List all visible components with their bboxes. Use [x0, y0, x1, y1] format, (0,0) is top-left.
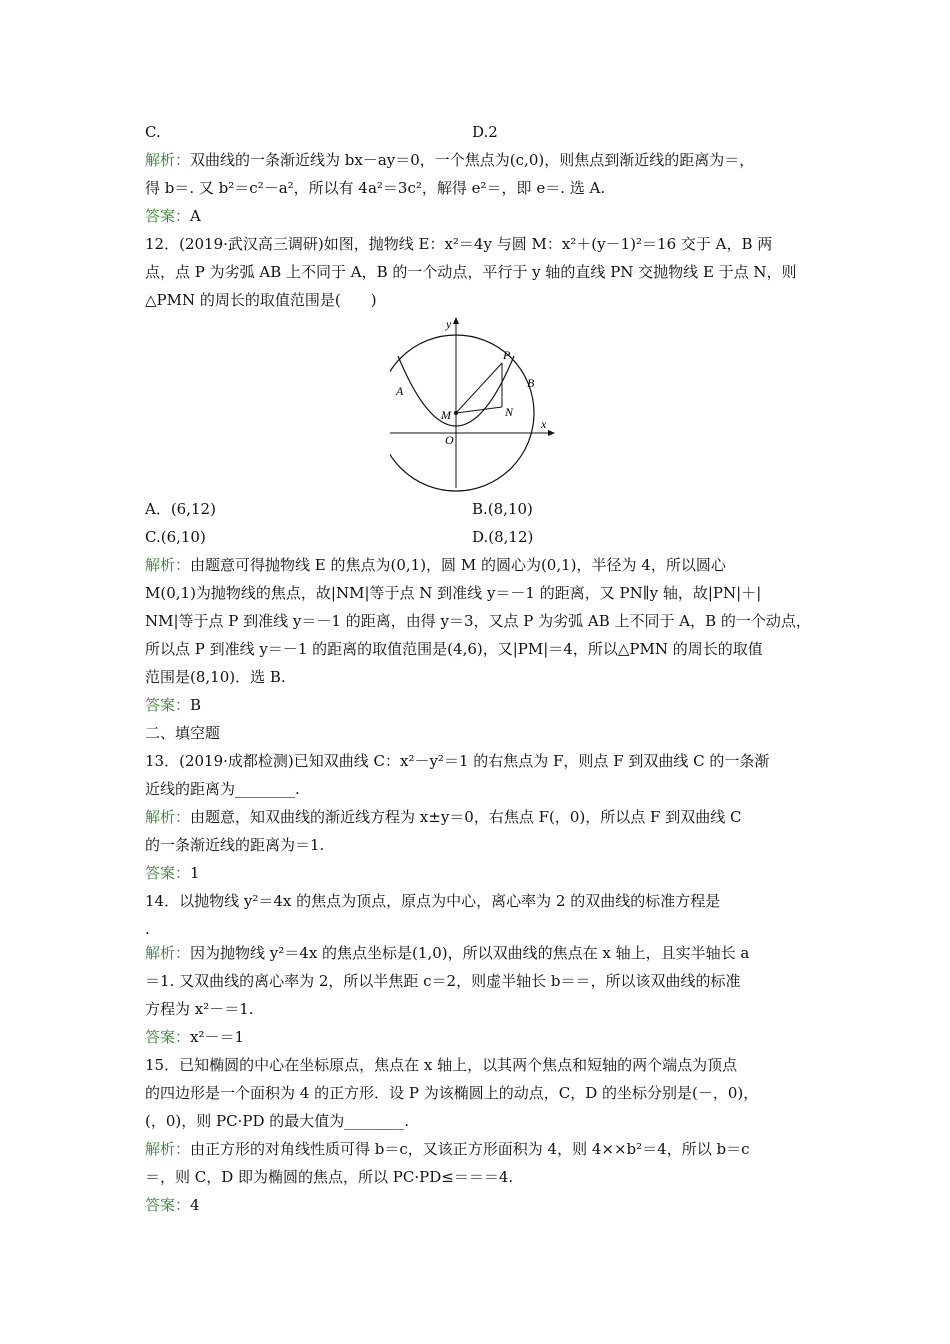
q14-analysis-line: 方程为 x²－＝1.: [145, 1000, 254, 1018]
answer-label: 答案：: [145, 696, 191, 714]
q12-analysis-line: 范围是(8,10)．选 B.: [145, 668, 286, 686]
figure-label-b: B: [527, 376, 535, 390]
analysis-label: 解析：: [145, 1140, 191, 1158]
answer-label: 答案：: [145, 1028, 191, 1046]
q13-question-line: 近线的距离为________.: [145, 780, 300, 798]
answer-value: x²－＝1: [190, 1028, 245, 1046]
q12-analysis-line: 所以点 P 到准线 y＝－1 的距离的取值范围是(4,6)，又|PM|＝4，所以△PMN 的周长的取值: [145, 640, 763, 658]
q13-answer: [145, 863, 200, 883]
q14-question-line: .: [145, 920, 150, 938]
q12-answer: [145, 695, 201, 715]
analysis-text: 由正方形的对角线性质可得 b＝c，又该正方形面积为 4，则 4××b²＝4，所以 b＝c: [190, 1140, 750, 1158]
q15-analysis-line: ＝，则 C，D 即为椭圆的焦点，所以 PC·PD≤＝＝＝4.: [145, 1168, 514, 1186]
q12-analysis-line: [145, 555, 726, 575]
q11-analysis-line: [145, 150, 754, 170]
answer-label: 答案：: [145, 1196, 191, 1214]
section-heading: 二、填空题: [145, 724, 221, 742]
q13-analysis-line: [145, 807, 741, 827]
q11-analysis-line: 得 b＝. 又 b²＝c²－a²，所以有 4a²＝3c²，解得 e²＝，即 e＝. 选 A.: [145, 179, 606, 197]
q12-question-line: 12．(2019·武汉高三调研)如图，抛物线 E：x²＝4y 与圆 M：x²＋(y－1)²＝16 交于 A，B 两: [145, 235, 773, 253]
q13-analysis-line: 的一条渐近线的距离为＝1.: [145, 836, 325, 854]
analysis-label: 解析：: [145, 151, 191, 169]
answer-value: B: [190, 696, 202, 714]
figure-label-x: x: [541, 417, 547, 431]
analysis-label: 解析：: [145, 556, 191, 574]
q13-question-line: 13．(2019·成都检测)已知双曲线 C：x²－y²＝1 的右焦点为 F，则点 F 到双曲线 C 的一条渐: [145, 752, 770, 770]
figure-label-y: y: [446, 317, 452, 331]
q12-option-d: D.(8,12): [472, 528, 534, 546]
q12-analysis-line: M(0,1)为抛物线的焦点，故|NM|等于点 N 到准线 y＝－1 的距离，又 PN∥y 轴，故|PN|＋|: [145, 584, 762, 602]
q14-answer: [145, 1027, 244, 1047]
q14-analysis-line: [145, 943, 749, 963]
q12-option-c: C.(6,10): [145, 528, 206, 546]
q12-analysis-line: NM|等于点 P 到准线 y＝－1 的距离，由得 y＝3，又点 P 为劣弧 AB 上不同于 A，B 的一个动点，: [145, 612, 811, 630]
answer-value: 1: [190, 864, 200, 882]
figure-label-a: A: [396, 384, 404, 398]
analysis-label: 解析：: [145, 808, 191, 826]
q14-question-line: 14．以抛物线 y²＝4x 的焦点为顶点，原点为中心，离心率为 2 的双曲线的标准方程是: [145, 892, 721, 910]
figure-label-p: P: [503, 348, 511, 362]
q15-answer: [145, 1195, 200, 1215]
q12-question-line: 点，点 P 为劣弧 AB 上不同于 A，B 的一个动点，平行于 y 轴的直线 PN 交抛物线 E 于点 N，则: [145, 263, 797, 281]
q11-answer: [145, 206, 201, 226]
analysis-label: 解析：: [145, 944, 191, 962]
answer-label: 答案：: [145, 864, 191, 882]
analysis-text: 由题意，知双曲线的渐近线方程为 x±y＝0，右焦点 F(，0)，所以点 F 到双曲线 C: [190, 808, 742, 826]
q11-option-c: C.: [145, 123, 161, 141]
q15-question-line: 的四边形是一个面积为 4 的正方形．设 P 为该椭圆上的动点，C，D 的坐标分别是(－，0)，: [145, 1084, 759, 1102]
analysis-text: 由题意可得抛物线 E 的焦点为(0,1)，圆 M 的圆心为(0,1)，半径为 4，所以圆心: [190, 556, 726, 574]
parabola-circle-figure: [390, 312, 560, 492]
q15-question-line: 15．已知椭圆的中心在坐标原点，焦点在 x 轴上，以其两个焦点和短轴的两个端点为顶点: [145, 1056, 738, 1074]
answer-label: 答案：: [145, 207, 191, 225]
q15-question-line: (，0)，则 PC·PD 的最大值为________.: [145, 1112, 410, 1130]
figure-label-n: N: [505, 405, 514, 419]
q12-option-a: A．(6,12): [145, 500, 216, 518]
answer-value: A: [190, 207, 201, 225]
q12-option-b: B.(8,10): [472, 500, 533, 518]
answer-value: 4: [190, 1196, 200, 1214]
q12-question-line: △PMN 的周长的取值范围是( ): [145, 291, 377, 309]
q11-option-d: D.2: [472, 123, 498, 141]
figure-label-o: O: [445, 433, 454, 447]
figure-label-m: M: [441, 408, 451, 422]
analysis-text: 因为抛物线 y²＝4x 的焦点坐标是(1,0)，所以双曲线的焦点在 x 轴上，且实半轴长 a: [190, 944, 750, 962]
q15-analysis-line: [145, 1139, 749, 1159]
analysis-text: 双曲线的一条渐近线为 bx－ay＝0，一个焦点为(c,0)，则焦点到渐近线的距离为＝，: [190, 151, 755, 169]
q14-analysis-line: ＝1. 又双曲线的离心率为 2，所以半焦距 c＝2，则虚半轴长 b＝＝，所以该双曲线的标准: [145, 972, 741, 990]
